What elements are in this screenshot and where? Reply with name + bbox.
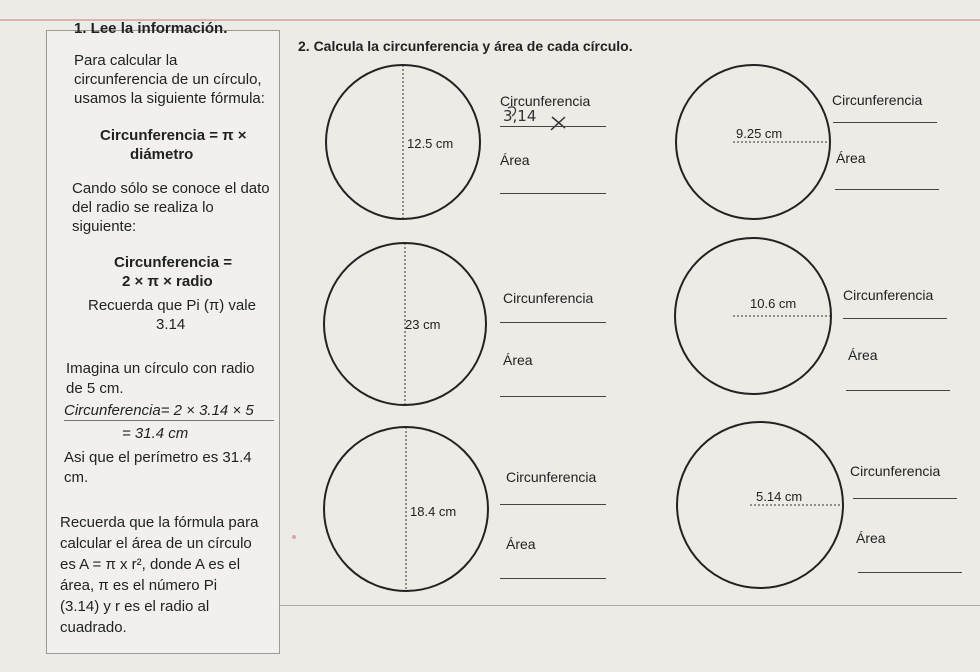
circle-6-measure: 5.14 cm	[756, 489, 803, 504]
circle-2-measure: 9.25 cm	[736, 126, 783, 141]
circ-6-label: Circunferencia	[850, 463, 941, 479]
circle-5-measure: 18.4 cm	[410, 504, 457, 519]
circle-4	[675, 238, 831, 394]
radius-intro-line-1: Cando sólo se conoce el dato	[72, 180, 270, 197]
circ-4-label: Circunferencia	[843, 287, 934, 303]
area-5-answer-line[interactable]	[500, 578, 606, 579]
area-text-line-4: área, π es el número Pi	[60, 577, 218, 594]
imagine-line-2: de 5 cm.	[66, 380, 124, 397]
circ-5-answer-line[interactable]	[500, 504, 606, 505]
pink-dot	[292, 535, 296, 539]
circle-6	[677, 422, 843, 588]
circ-4-answer-line[interactable]	[843, 318, 947, 319]
intro-line-3: usamos la siguiente fórmula:	[74, 90, 265, 107]
perimeter-line-2: cm.	[64, 469, 89, 486]
circle-1-measure: 12.5 cm	[407, 136, 454, 151]
pi-line-2: 3.14	[156, 316, 186, 333]
area-2-label: Área	[836, 150, 866, 166]
circle-3-measure: 23 cm	[405, 317, 441, 332]
intro-line-1: Para calcular la	[74, 52, 178, 69]
circ-2-label: Circunferencia	[832, 92, 923, 108]
circ-1-label: Circunferencia	[500, 93, 591, 109]
area-text-line-5: (3.14) y r es el radio al	[60, 598, 210, 615]
area-5-label: Área	[506, 536, 536, 552]
circle-4-measure: 10.6 cm	[750, 296, 797, 311]
handwritten-cross	[551, 117, 565, 130]
area-4-label: Área	[848, 347, 878, 363]
circ-6-answer-line[interactable]	[853, 498, 957, 499]
pi-line-1: Recuerda que Pi (π) vale	[88, 297, 256, 314]
area-3-answer-line[interactable]	[500, 396, 606, 397]
perimeter-line-1: Asi que el perímetro es 31.4	[64, 449, 252, 466]
section-1-title: 1. Lee la información.	[74, 20, 228, 37]
area-1-label: Área	[500, 152, 530, 168]
area-6-label: Área	[856, 530, 886, 546]
handwritten-answer: 3,14	[503, 107, 537, 125]
area-text-line-1: Recuerda que la fórmula para	[60, 514, 259, 531]
area-2-answer-line[interactable]	[835, 189, 939, 190]
radius-intro-line-3: siguiente:	[72, 218, 137, 235]
area-4-answer-line[interactable]	[846, 390, 950, 391]
circ-1-answer-line[interactable]	[500, 126, 606, 127]
circ-3-label: Circunferencia	[503, 290, 594, 306]
circle-2	[676, 65, 830, 219]
area-1-answer-line[interactable]	[500, 193, 606, 194]
area-6-answer-line[interactable]	[858, 572, 962, 573]
area-text-line-3: es A = π x r², donde A es el	[60, 556, 241, 573]
formula2-line-1: Circunferencia =	[114, 254, 232, 271]
formula2-line-2: 2 × π × radio	[122, 273, 213, 290]
circ-3-answer-line[interactable]	[500, 322, 606, 323]
formula-line-1: Circunferencia = π ×	[100, 127, 247, 144]
circ-5-label: Circunferencia	[506, 469, 597, 485]
intro-line-2: circunferencia de un círculo,	[74, 71, 262, 88]
circle-1	[326, 65, 480, 219]
radius-intro-line-2: del radio se realiza lo	[72, 199, 214, 216]
area-text-line-2: calcular el área de un círculo	[60, 535, 252, 552]
area-3-label: Área	[503, 352, 533, 368]
area-text-line-6: cuadrado.	[60, 619, 127, 636]
circ-2-answer-line[interactable]	[833, 122, 937, 123]
formula-line-2: diámetro	[130, 146, 194, 163]
example-line-2: = 31.4 cm	[122, 425, 189, 442]
section-2-title: 2. Calcula la circunferencia y área de cada círculo.	[298, 38, 633, 54]
imagine-line-1: Imagina un círculo con radio	[66, 360, 255, 377]
circle-5	[324, 427, 488, 591]
example-line-1: Circunferencia= 2 × 3.14 × 5	[64, 402, 274, 421]
